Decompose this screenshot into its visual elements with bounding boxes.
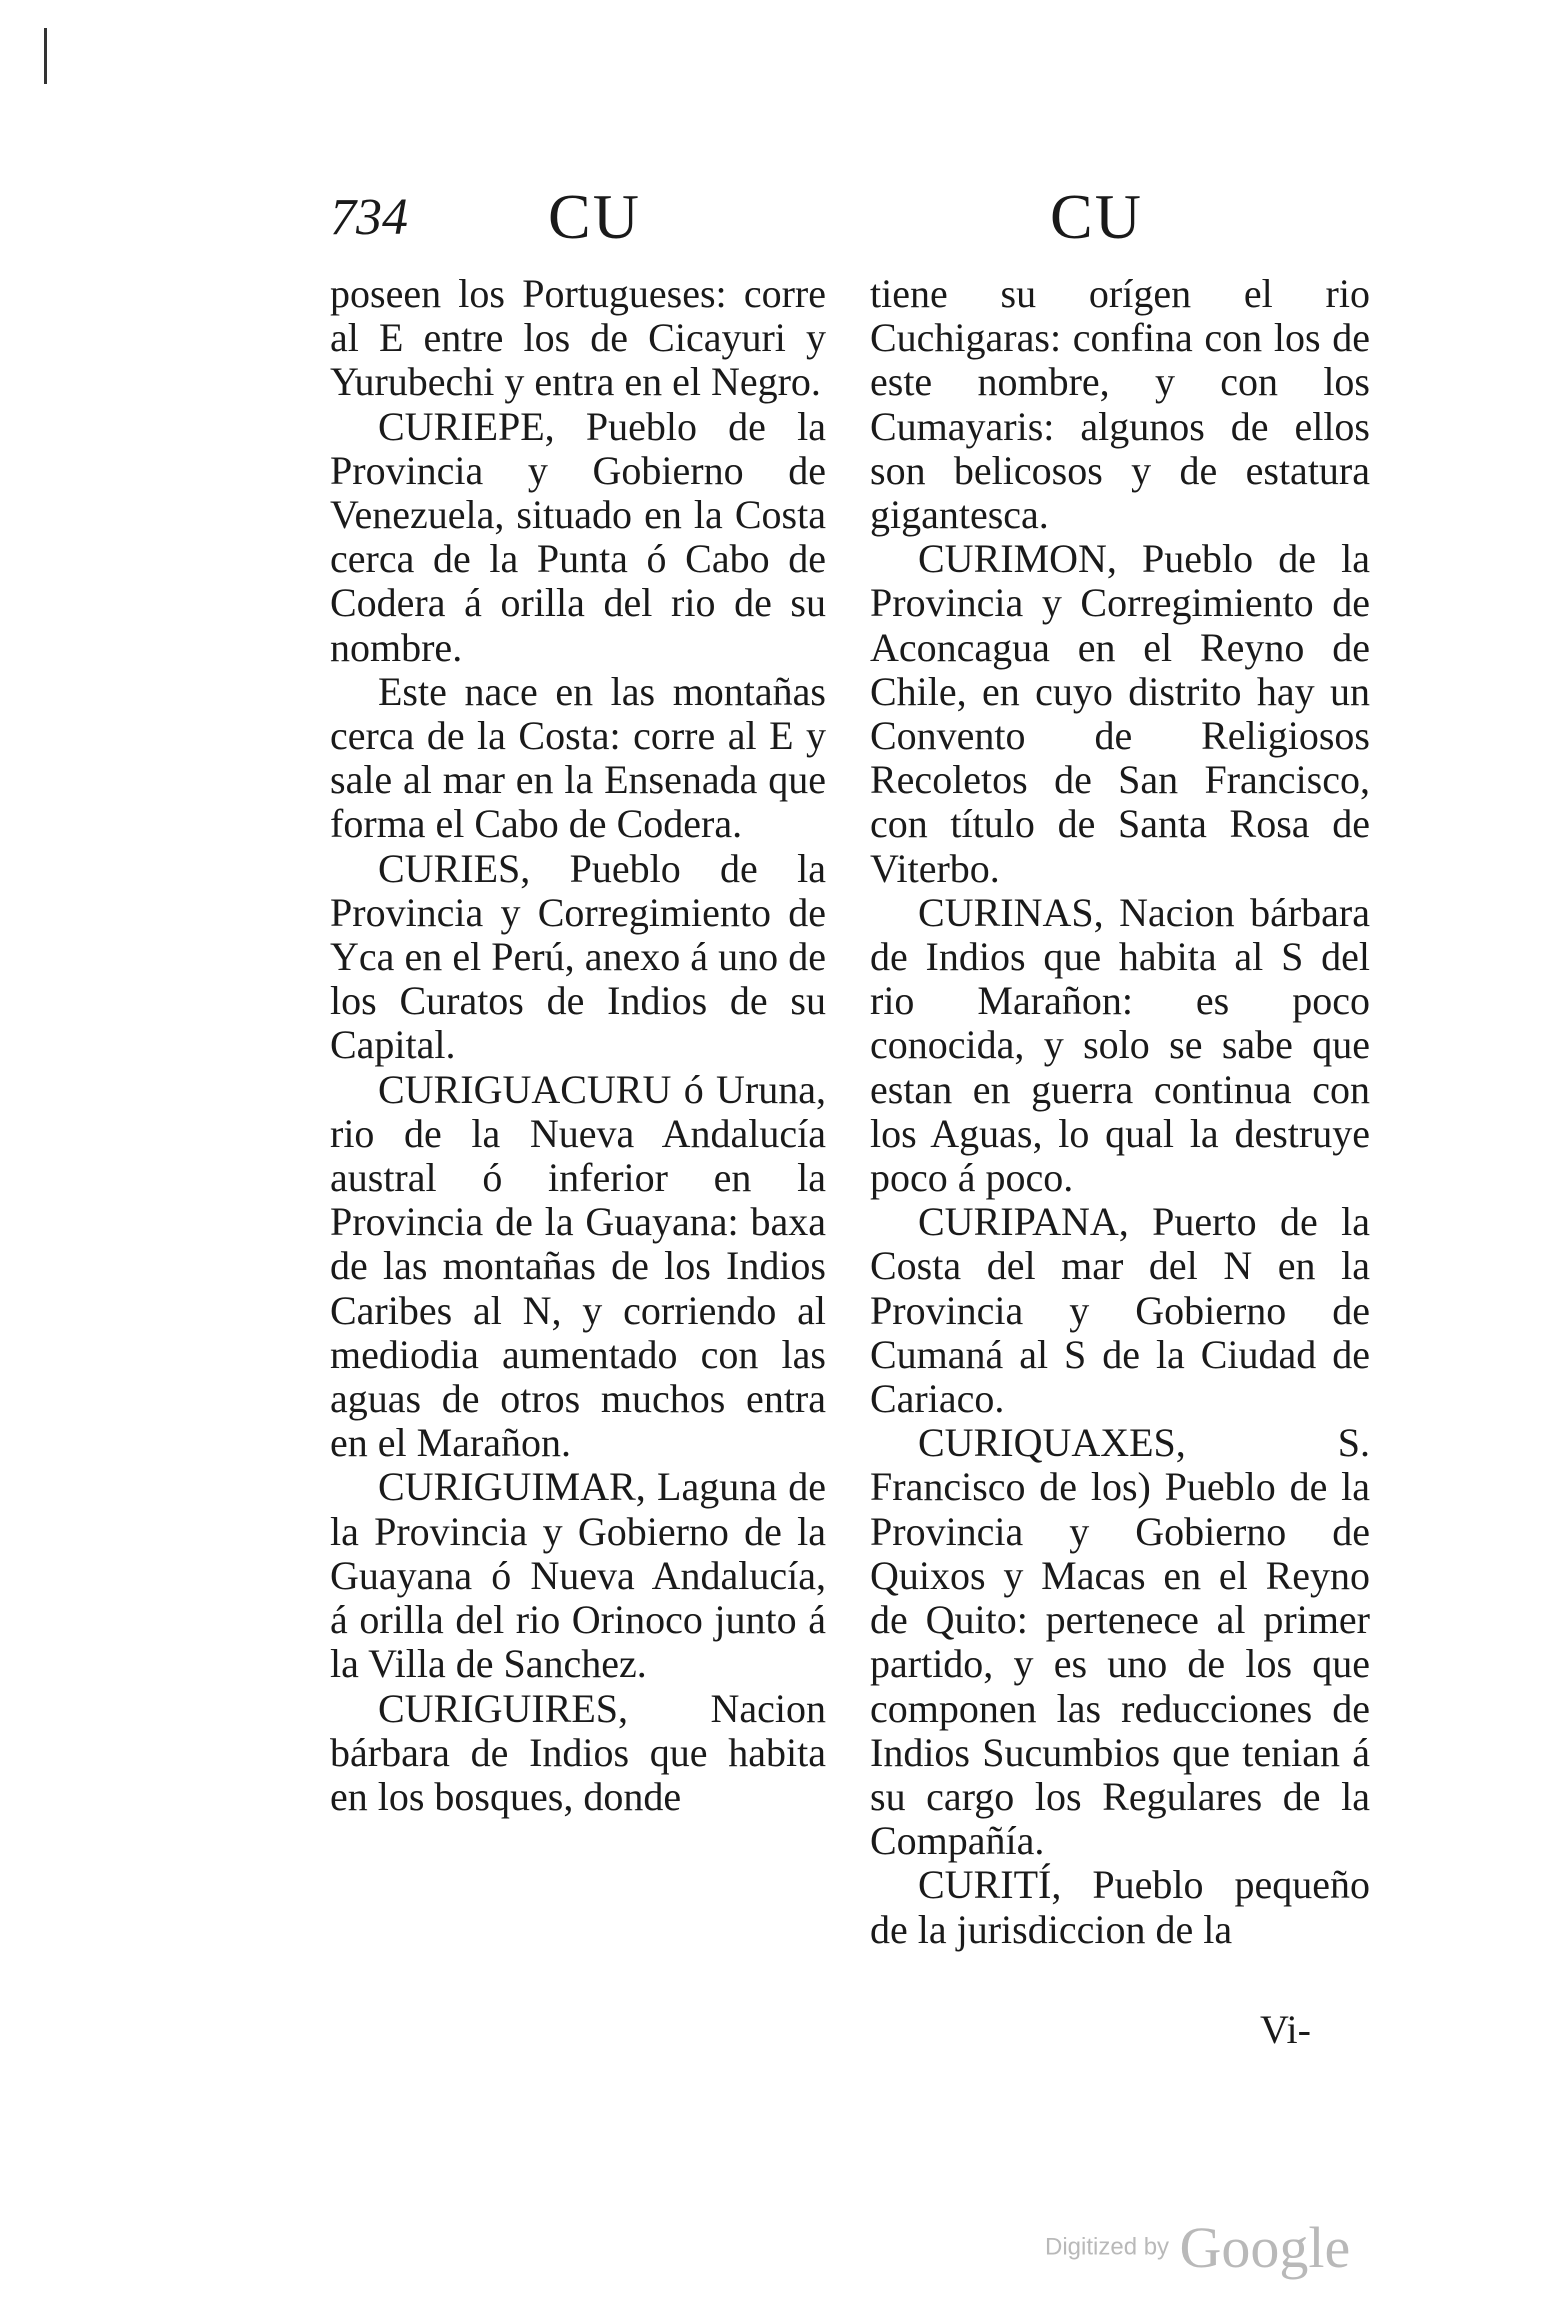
entry-curiepe: CURIEPE, Pueblo de la Provincia y Gobierno de Venezuela, situado en la Costa cerca de la Punta ó Cabo de Codera á orilla del rio de su nombre. [330, 403, 826, 670]
catchword: Vi- [1260, 2007, 1311, 2052]
right-column [870, 272, 1370, 1952]
entry-curies: CURIES, Pueblo de la Provincia y Corregimiento de Yca en el Perú, anexo á uno de los Curatos de Indios de su Capital. [330, 845, 826, 1068]
digitization-watermark [1045, 2214, 1350, 2281]
entry-curiquaxes: CURIQUAXES, S. Francisco de los) Pueblo de la Provincia y Gobierno de Quixos y Macas en el Reyno de Quito: pertenece al primer partido, y es uno de los que componen las reducciones de Indios Sucumbios que tenian á su cargo los Regulares de la Compañía. [870, 1420, 1370, 1864]
entry-curiepe-river: Este nace en las montañas cerca de la Costa: corre al E y sale al mar en la Ensenada que forma el Cabo de Codera. [330, 668, 826, 847]
entry-curinas: CURINAS, Nacion bárbara de Indios que habita al S del rio Marañon: es poco conocida, y solo se sabe que estan en guerra continua con los Aguas, lo qual la destruye poco á poco. [870, 889, 1370, 1201]
running-head-left: CU [548, 181, 641, 252]
page-header [330, 180, 1390, 270]
left-column [330, 272, 826, 1819]
page-number: 734 [330, 189, 408, 246]
entry-curiguimar: CURIGUIMAR, Laguna de la Provincia y Gobierno de la Guayana ó Nueva Andalucía, á orilla del rio Orinoco junto á la Villa de Sanchez. [330, 1464, 826, 1687]
google-logo: Google [1179, 2215, 1351, 2280]
entry-curipana: CURIPANA, Puerto de la Costa del mar del N en la Provincia y Gobierno de Cumaná al S de la Ciudad de Cariaco. [870, 1199, 1370, 1422]
entry-curiguacuru: CURIGUACURU ó Uruna, rio de la Nueva Andalucía austral ó inferior en la Provincia de la Guayana: baxa de las montañas de los Indios Caribes al N, y corriendo al mediodia aumentado con las aguas de otros muchos entra en el Marañon. [330, 1066, 826, 1466]
watermark-prefix: Digitized by [1045, 2233, 1170, 2261]
entry-curimon: CURIMON, Pueblo de la Provincia y Corregimiento de Aconcagua en el Reyno de Chile, en cuyo distrito hay un Convento de Religiosos Recoletos de San Francisco, con título de Santa Rosa de Viterbo. [870, 536, 1370, 891]
edge-mark [44, 28, 47, 84]
entry-curiguires: CURIGUIRES, Nacion bárbara de Indios que habita en los bosques, donde [330, 1685, 826, 1819]
entry-continuation: poseen los Portugueses: corre al E entre los de Cicayuri y Yurubechi y entra en el Negro. [330, 271, 826, 405]
entry-continuation: tiene su orígen el rio Cuchigaras: confina con los de este nombre, y con los Cumayaris: algunos de ellos son belicosos y de estatura gigantesca. [870, 271, 1370, 538]
entry-curiti: CURITÍ, Pueblo pequeño de la jurisdiccion de la [870, 1862, 1370, 1952]
running-head-right: CU [1050, 181, 1143, 252]
